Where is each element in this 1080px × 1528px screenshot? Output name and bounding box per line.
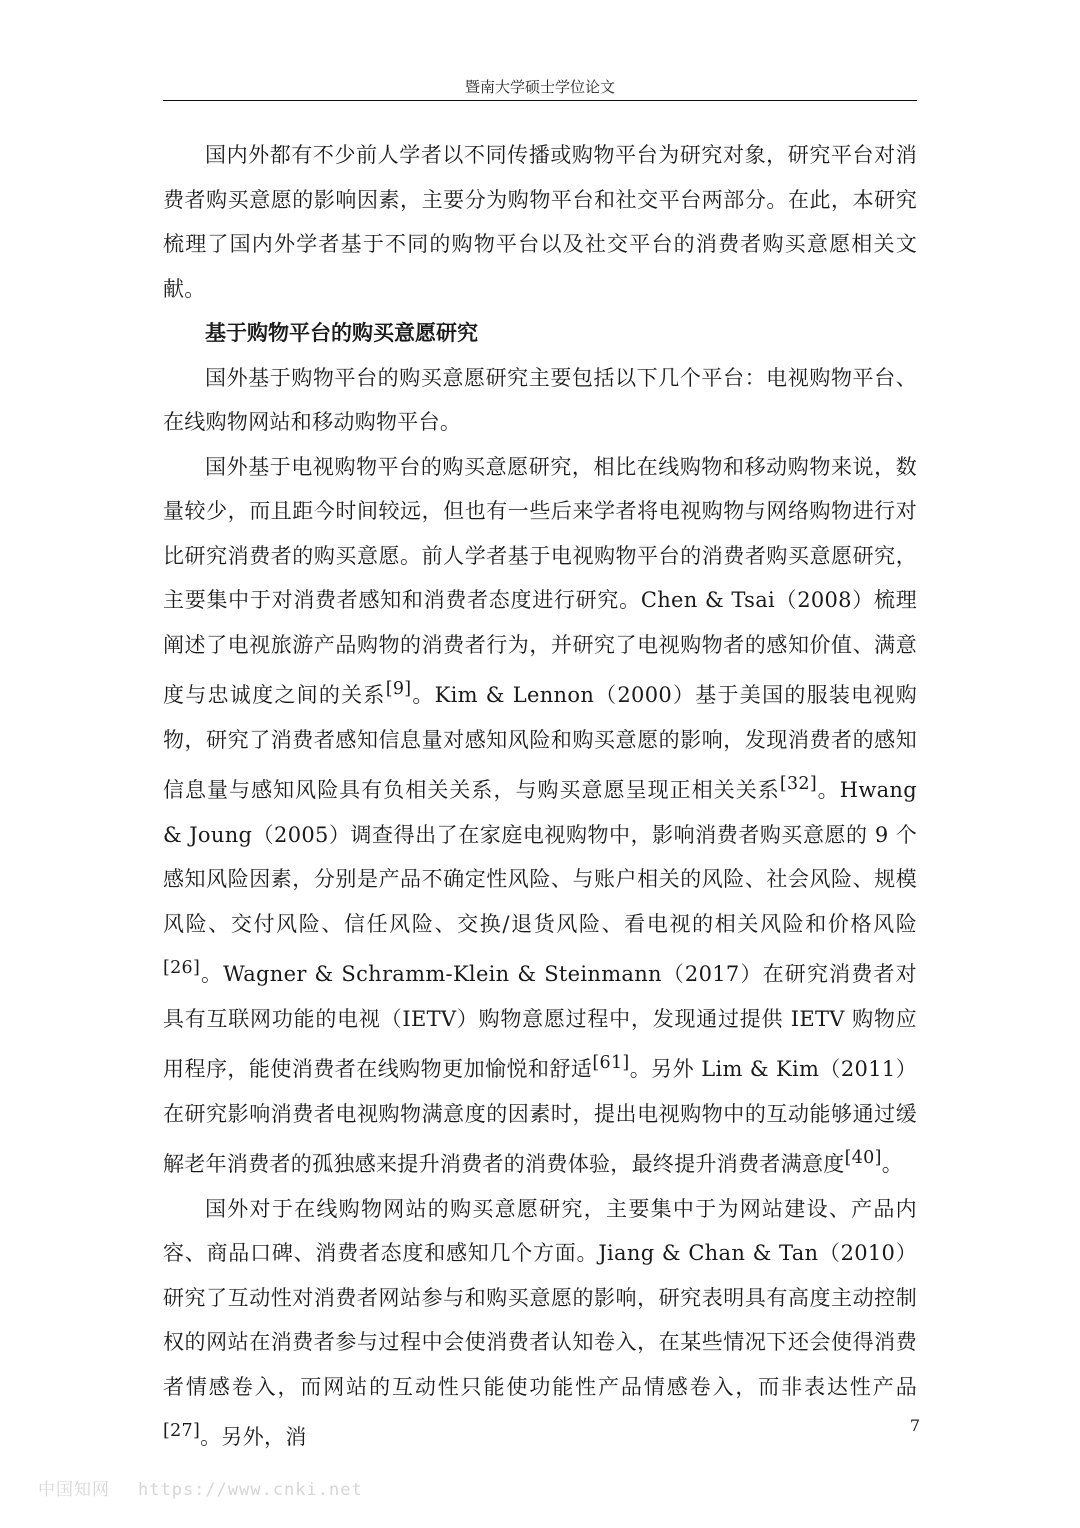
page-number: 7 [909, 1416, 920, 1435]
text-run: 。Kim & Lennon（2000）基于美国的服装电视购物，研究了消费者感知信息量对感知风险和购买意愿的影响，发现消费者的感知信息量与感知风险具有负相关关系，与购买意愿呈现正相关关系 [163, 683, 917, 802]
text-run: 。Wagner & Schramm-Klein & Steinmann（2017）在研究消费者对具有互联网功能的电视（IETV）购物意愿过程中，发现通过提供 IETV 购物应用程序，能使消费者在线购物更加愉悦和舒适 [163, 962, 917, 1081]
section-heading: 基于购物平台的购买意愿研究 [205, 320, 478, 345]
citation-ref: [26] [163, 958, 201, 978]
citation-ref: [27] [163, 1421, 201, 1441]
citation-ref: [61] [592, 1053, 630, 1073]
paragraph-platforms: 国外基于购物平台的购买意愿研究主要包括以下几个平台：电视购物平台、在线购物网站和移动购物平台。 [163, 365, 917, 434]
text-run: 。另外，消 [200, 1425, 307, 1449]
paragraph-online-shopping [163, 1187, 917, 1460]
body-text [163, 133, 917, 1460]
text-run: 国外对于在线购物网站的购买意愿研究，主要集中于为网站建设、产品内容、商品口碑、消费者态度和感知几个方面。Jiang & Chan & Tan（2010）研究了互动性对消费者网站参与和购买意愿的影响，研究表明具有高度主动控制权的网站在消费者参与过程中会使消费者认知卷入，在某些情况下还会使得消费者情感卷入，而网站的互动性只能使功能性产品情感卷入，而非表达性产品 [163, 1196, 917, 1399]
citation-ref: [9] [385, 679, 412, 699]
text-run: 。Hwang & Joung（2005）调查得出了在家庭电视购物中，影响消费者购买意愿的 9 个感知风险因素，分别是产品不确定性风险、与账户相关的风险、社会风险、规模风险、交付风险、信任风险、交换/退货风险、看电视的相关风险和价格风险 [163, 778, 917, 936]
citation-ref: [32] [779, 774, 817, 794]
intro-paragraph: 国内外都有不少前人学者以不同传播或购物平台为研究对象，研究平台对消费者购买意愿的影响因素，主要分为购物平台和社交平台两部分。在此，本研究梳理了国内外学者基于不同的购物平台以及社交平台的消费者购买意愿相关文献。 [163, 143, 917, 301]
header-rule [163, 100, 917, 101]
paragraph-tv-shopping [163, 445, 917, 1187]
text-run: 国外基于电视购物平台的购买意愿研究，相比在线购物和移动购物来说，数量较少，而且距今时间较远，但也有一些后来学者将电视购物与网络购物进行对比研究消费者的购买意愿。前人学者基于电视购物平台的消费者购买意愿研究，主要集中于对消费者感知和消费者态度进行研究。Chen & Tsai（2008）梳理阐述了电视旅游产品购物的消费者行为，并研究了电视购物者的感知价值、满意度与忠诚度之间的关系 [163, 454, 917, 707]
citation-ref: [40] [844, 1148, 882, 1168]
running-header-title: 暨南大学硕士学位论文 [464, 78, 615, 96]
text-run: 。 [881, 1152, 904, 1176]
watermark-brand: 中国知网 [38, 1480, 110, 1500]
text-run: 。另外 Lim & Kim（2011）在研究影响消费者电视购物满意度的因素时，提出电视购物中的互动能够通过缓解老年消费者的孤独感来提升消费者的消费体验，最终提升消费者满意度 [163, 1057, 917, 1176]
watermark-url: https://www.cnki.net [138, 1480, 363, 1500]
cnki-watermark [38, 1475, 363, 1500]
